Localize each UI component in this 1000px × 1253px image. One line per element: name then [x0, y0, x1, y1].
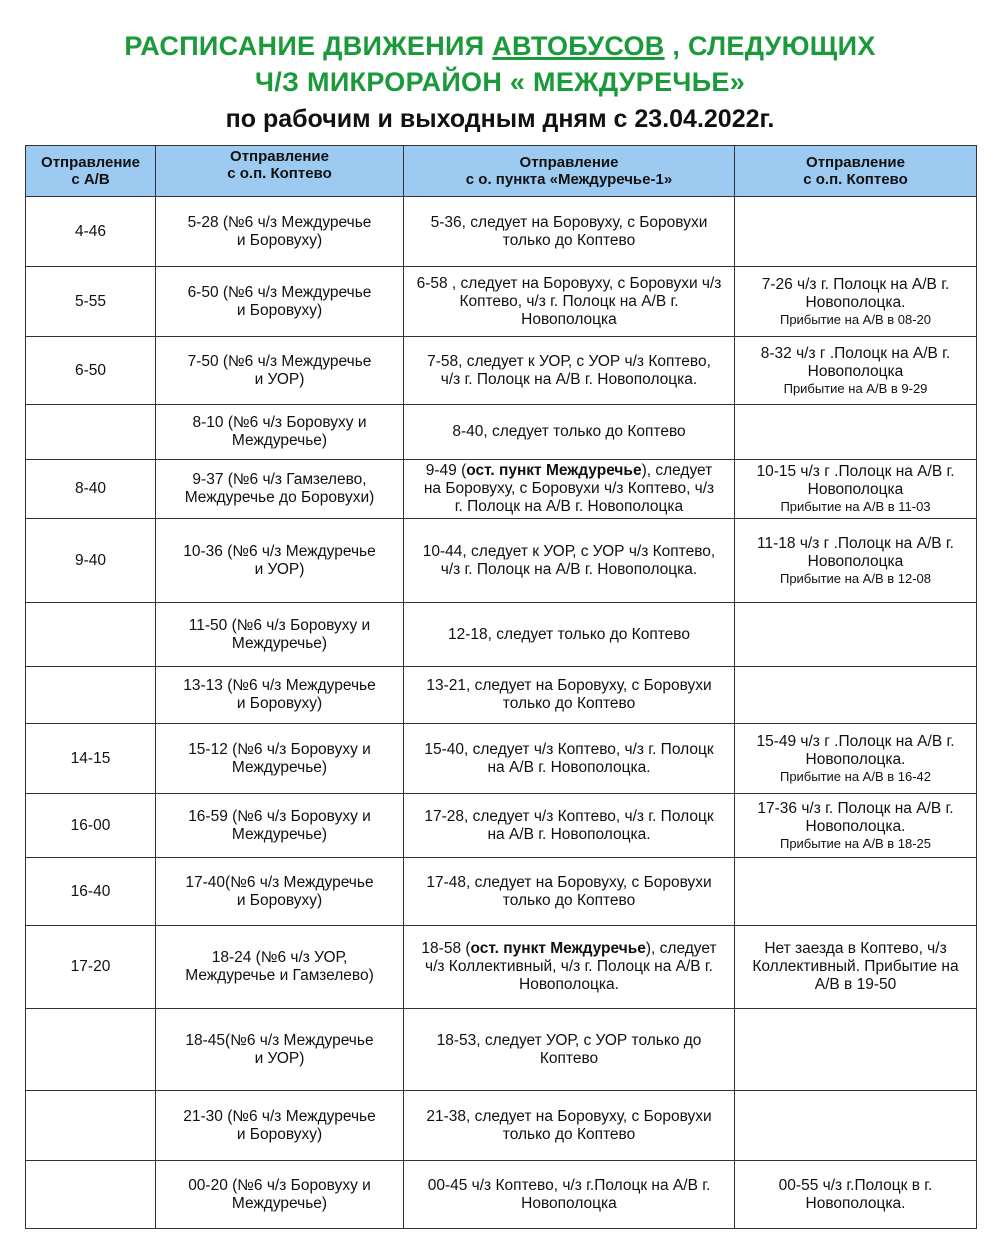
header-depart-bus-station: Отправление с А/В — [26, 146, 156, 197]
cell-depart-koptevo: 21-30 (№6 ч/з Междуречье и Боровуху) — [156, 1091, 404, 1161]
title-underlined-word: АВТОБУСОВ — [492, 31, 665, 61]
cell-depart-bus-station — [26, 1091, 156, 1161]
cell-depart-bus-station — [26, 1009, 156, 1091]
cell-depart-bus-station: 8-40 — [26, 460, 156, 519]
cell-depart-mezhdurechye: 7-58, следует к УОР, с УОР ч/з Коптево, ч/з г. Полоцк на А/В г. Новополоцка. — [404, 337, 735, 405]
cell-depart-bus-station: 9-40 — [26, 519, 156, 603]
cell-depart-koptevo: 13-13 (№6 ч/з Междуречье и Боровуху) — [156, 667, 404, 724]
cell-depart-koptevo: 18-24 (№6 ч/з УОР, Междуречье и Гамзелево) — [156, 926, 404, 1009]
table-header-row — [26, 146, 977, 197]
cell-depart-bus-station: 6-50 — [26, 337, 156, 405]
header-depart-mezhdurechye: Отправление с о. пункта «Междуречье-1» — [404, 146, 735, 197]
cell-depart-mezhdurechye: 17-48, следует на Боровуху, с Боровухи только до Коптево — [404, 858, 735, 926]
cell-depart-mezhdurechye: 5-36, следует на Боровуху, с Боровухи только до Коптево — [404, 197, 735, 267]
table-row — [26, 794, 977, 858]
cell-depart-koptevo: 00-20 (№6 ч/з Боровуху и Междуречье) — [156, 1161, 404, 1229]
table-row — [26, 858, 977, 926]
cell-depart-koptevo-2: 00-55 ч/з г.Полоцк в г. Новополоцка. — [735, 1161, 977, 1229]
cell-depart-bus-station: 16-00 — [26, 794, 156, 858]
header-depart-koptevo-2: Отправление с о.п. Коптево — [735, 146, 977, 197]
page-subtitle: по рабочим и выходным дням с 23.04.2022г. — [225, 105, 775, 133]
cell-depart-mezhdurechye: 10-44, следует к УОР, с УОР ч/з Коптево, ч/з г. Полоцк на А/В г. Новополоцка. — [404, 519, 735, 603]
cell-depart-bus-station — [26, 603, 156, 667]
cell-depart-koptevo-2 — [735, 667, 977, 724]
table-row — [26, 1009, 977, 1091]
cell-depart-koptevo-2 — [735, 603, 977, 667]
cell-depart-koptevo-2: Нет заезда в Коптево, ч/з Коллективный. Прибытие на А/В в 19-50 — [735, 926, 977, 1009]
cell-depart-mezhdurechye: 18-58 (ост. пункт Междуречье), следует ч/з Коллективный, ч/з г. Полоцк на А/В г. Новополоцка. — [404, 926, 735, 1009]
table-row — [26, 405, 977, 460]
cell-depart-bus-station — [26, 1161, 156, 1229]
table-row — [26, 603, 977, 667]
cell-depart-koptevo-2: 11-18 ч/з г .Полоцк на А/В г. Новополоцка Прибытие на А/В в 12-08 — [735, 519, 977, 603]
table-row — [26, 1161, 977, 1229]
cell-depart-koptevo: 8-10 (№6 ч/з Боровуху и Междуречье) — [156, 405, 404, 460]
cell-depart-mezhdurechye: 13-21, следует на Боровуху, с Боровухи только до Коптево — [404, 667, 735, 724]
stop-name-bold: ост. пункт Междуречье — [470, 940, 646, 957]
cell-depart-mezhdurechye: 21-38, следует на Боровуху, с Боровухи только до Коптево — [404, 1091, 735, 1161]
cell-depart-koptevo: 7-50 (№6 ч/з Междуречье и УОР) — [156, 337, 404, 405]
cell-depart-bus-station: 5-55 — [26, 267, 156, 337]
cell-depart-koptevo-2: 17-36 ч/з г. Полоцк на А/В г. Новополоцка. Прибытие на А/В в 18-25 — [735, 794, 977, 858]
cell-depart-bus-station: 14-15 — [26, 724, 156, 794]
cell-depart-koptevo-2 — [735, 405, 977, 460]
cell-depart-mezhdurechye: 18-53, следует УОР, с УОР только до Коптево — [404, 1009, 735, 1091]
schedule-table — [25, 145, 977, 1229]
cell-depart-bus-station: 4-46 — [26, 197, 156, 267]
stop-name-bold: ост. пункт Междуречье — [466, 462, 642, 479]
cell-depart-koptevo-2 — [735, 1091, 977, 1161]
cell-depart-bus-station — [26, 405, 156, 460]
table-row — [26, 460, 977, 519]
table-row — [26, 724, 977, 794]
cell-depart-bus-station — [26, 667, 156, 724]
cell-depart-koptevo: 18-45(№6 ч/з Междуречье и УОР) — [156, 1009, 404, 1091]
cell-depart-mezhdurechye: 12-18, следует только до Коптево — [404, 603, 735, 667]
cell-depart-bus-station: 16-40 — [26, 858, 156, 926]
cell-depart-bus-station: 17-20 — [26, 926, 156, 1009]
cell-depart-koptevo-2: 10-15 ч/з г .Полоцк на А/В г. Новополоцка Прибытие на А/В в 11-03 — [735, 460, 977, 519]
cell-depart-koptevo-2 — [735, 197, 977, 267]
cell-depart-koptevo-2: 8-32 ч/з г .Полоцк на А/В г. Новополоцка Прибытие на А/В в 9-29 — [735, 337, 977, 405]
cell-depart-mezhdurechye: 9-49 (ост. пункт Междуречье), следует на Боровуху, с Боровухи ч/з Коптево, ч/з г. Полоцк на А/В г. Новополоцка — [404, 460, 735, 519]
cell-depart-koptevo: 11-50 (№6 ч/з Боровуху и Междуречье) — [156, 603, 404, 667]
cell-depart-koptevo: 5-28 (№6 ч/з Междуречье и Боровуху) — [156, 197, 404, 267]
cell-depart-koptevo: 9-37 (№6 ч/з Гамзелево, Междуречье до Боровухи) — [156, 460, 404, 519]
table-row — [26, 926, 977, 1009]
cell-depart-koptevo: 6-50 (№6 ч/з Междуречье и Боровуху) — [156, 267, 404, 337]
cell-depart-koptevo: 10-36 (№6 ч/з Междуречье и УОР) — [156, 519, 404, 603]
table-row — [26, 1091, 977, 1161]
cell-depart-mezhdurechye: 00-45 ч/з Коптево, ч/з г.Полоцк на А/В г. Новополоцка — [404, 1161, 735, 1229]
cell-depart-koptevo-2: 15-49 ч/з г .Полоцк на А/В г. Новополоцка. Прибытие на А/В в 16-42 — [735, 724, 977, 794]
cell-depart-mezhdurechye: 8-40, следует только до Коптево — [404, 405, 735, 460]
table-row — [26, 667, 977, 724]
title-text-1: РАСПИСАНИЕ ДВИЖЕНИЯ — [124, 31, 493, 61]
cell-depart-koptevo: 17-40(№6 ч/з Междуречье и Боровуху) — [156, 858, 404, 926]
title-text-2: , СЛЕДУЮЩИХ — [664, 31, 876, 61]
cell-depart-koptevo: 16-59 (№6 ч/з Боровуху и Междуречье) — [156, 794, 404, 858]
cell-depart-mezhdurechye: 15-40, следует ч/з Коптево, ч/з г. Полоцк на А/В г. Новополоцка. — [404, 724, 735, 794]
cell-depart-koptevo-2: 7-26 ч/з г. Полоцк на А/В г. Новополоцка. Прибытие на А/В в 08-20 — [735, 267, 977, 337]
cell-depart-koptevo-2 — [735, 858, 977, 926]
cell-depart-koptevo-2 — [735, 1009, 977, 1091]
table-row — [26, 337, 977, 405]
table-row — [26, 519, 977, 603]
page-title-line2: Ч/З МИКРОРАЙОН « МЕЖДУРЕЧЬЕ» — [254, 67, 746, 97]
cell-depart-mezhdurechye: 17-28, следует ч/з Коптево, ч/з г. Полоцк на А/В г. Новополоцка. — [404, 794, 735, 858]
page-title-line1 — [0, 30, 1000, 62]
table-row — [26, 197, 977, 267]
header-depart-koptevo: Отправление с о.п. Коптево — [156, 146, 404, 197]
cell-depart-mezhdurechye: 6-58 , следует на Боровуху, с Боровухи ч/з Коптево, ч/з г. Полоцк на А/В г. Новополоцка — [404, 267, 735, 337]
table-row — [26, 267, 977, 337]
cell-depart-koptevo: 15-12 (№6 ч/з Боровуху и Междуречье) — [156, 724, 404, 794]
